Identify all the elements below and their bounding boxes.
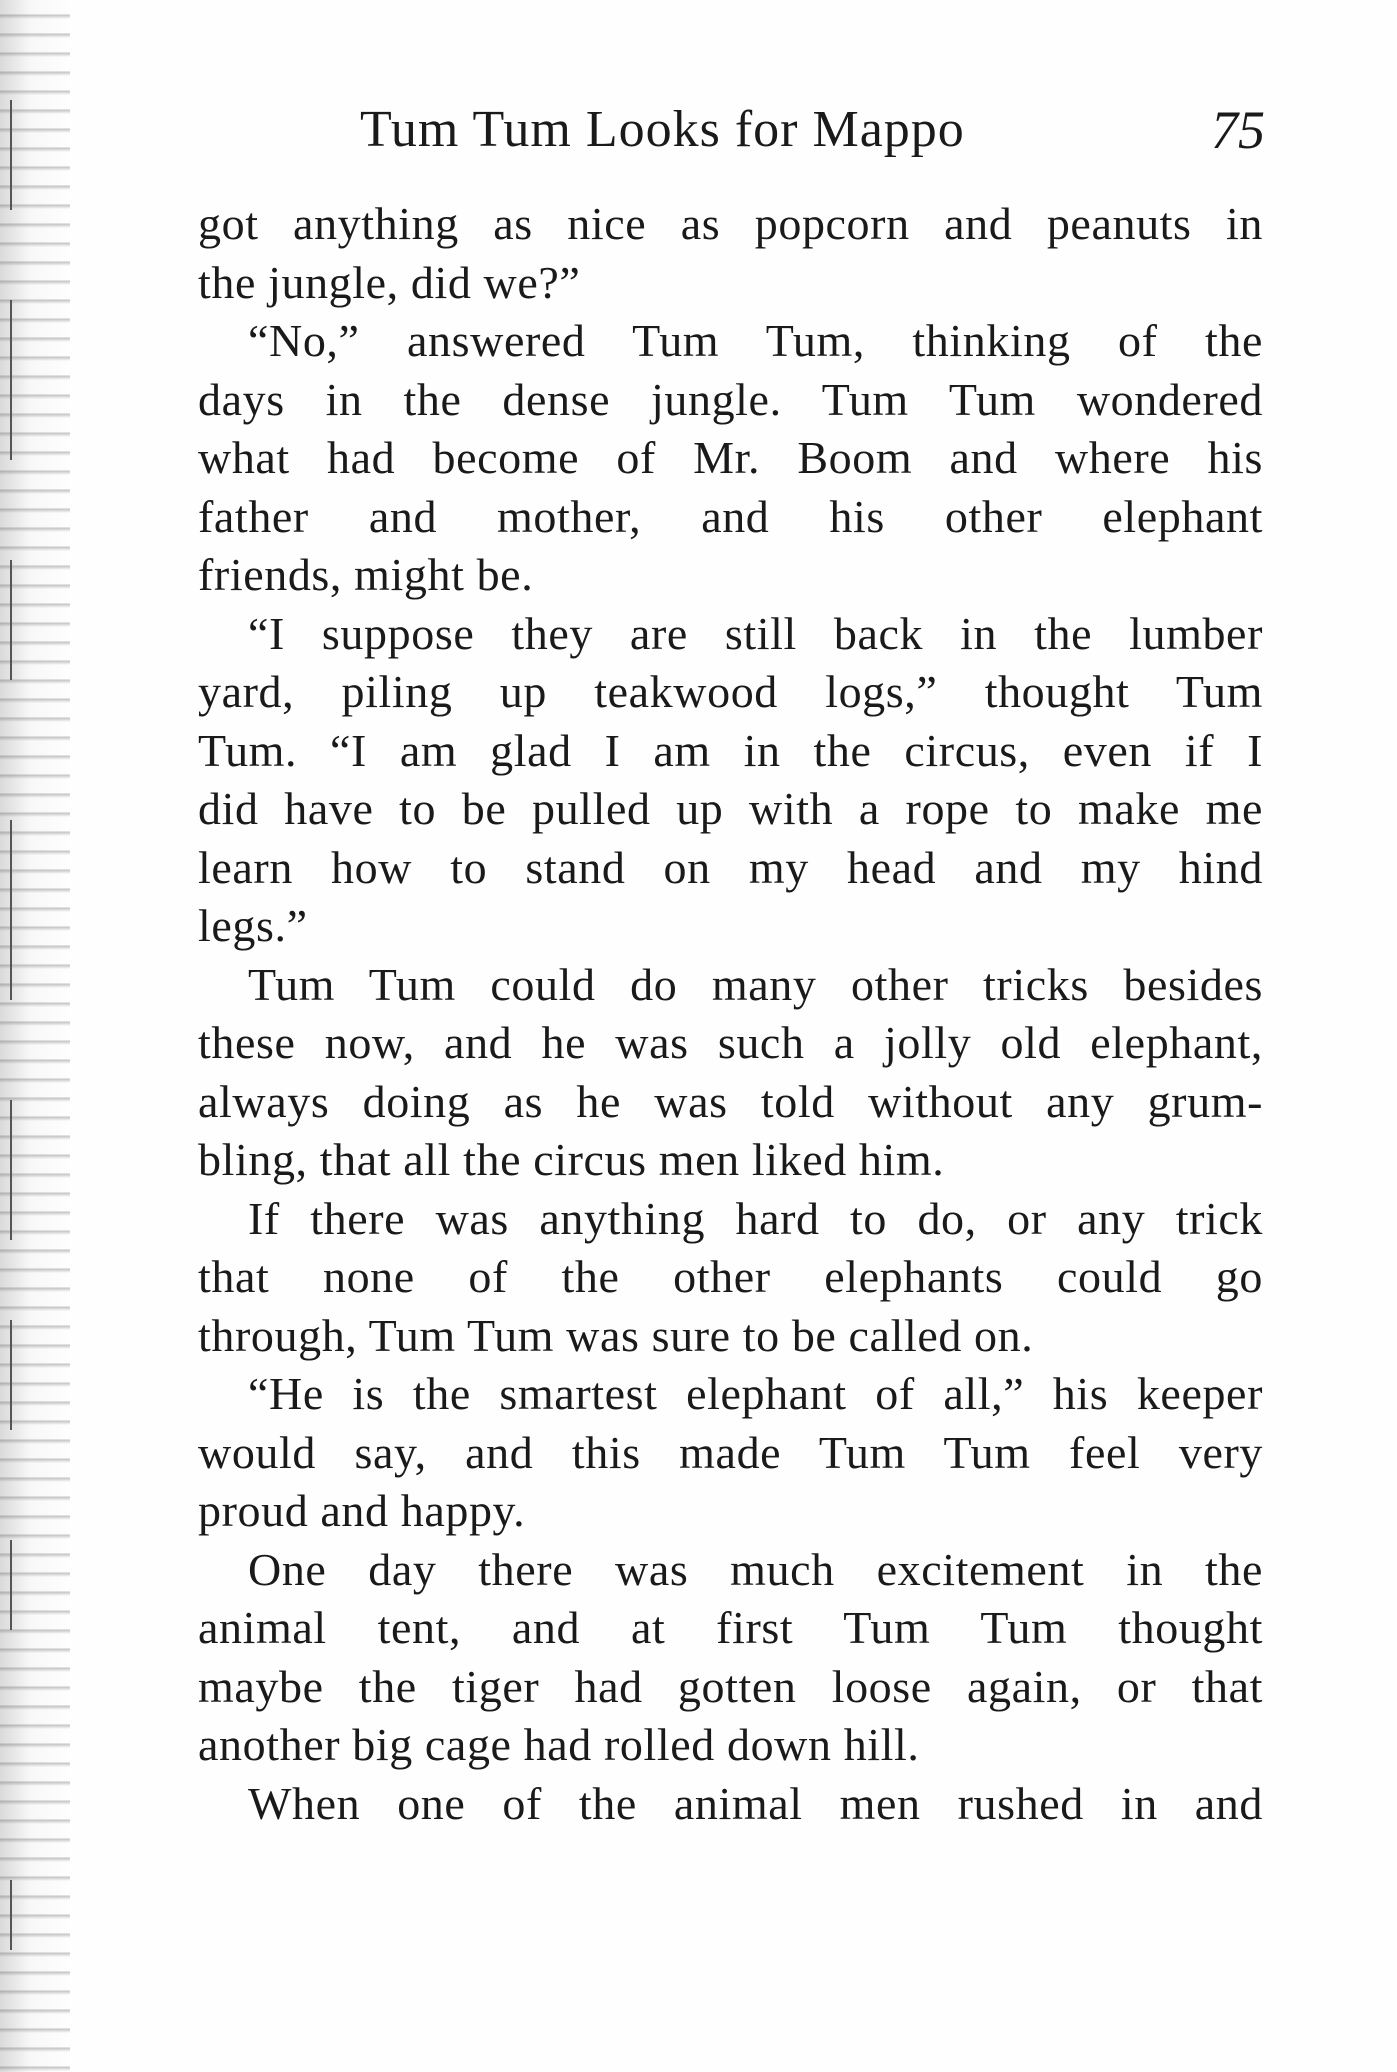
text-line: that none of the other elephants could go [198,1251,1263,1302]
text-line: When one of the animal men rushed in and [248,1777,1263,1829]
text-line: always doing as he was told without any grum- [198,1075,1263,1127]
text-line: would say, and this made Tum Tum feel very [198,1426,1263,1478]
text-line: yard, piling up teakwood logs,” thought Tum [198,666,1263,717]
text-line: the jungle, did we?” [198,256,581,308]
text-line: through, Tum Tum was sure to be called on. [198,1309,1034,1361]
text-line: If there was anything hard to do, or any trick [248,1192,1263,1244]
text-line: another big cage had rolled down hill. [198,1719,920,1770]
binding-line [10,1100,12,1240]
binding-line [10,1320,12,1430]
binding-edge [0,0,70,2072]
binding-line [10,1880,12,1950]
binding-line [10,300,12,460]
text-line: what had become of Mr. Boom and where his [198,432,1263,483]
text-line: proud and happy. [198,1485,526,1536]
text-line: “No,” answered Tum Tum, thinking of the [248,315,1263,366]
text-line: father and mother, and his other elephant [198,490,1263,542]
text-line: animal tent, and at first Tum Tum thought [198,1602,1263,1653]
text-line: these now, and he was such a jolly old elephant, [198,1017,1263,1068]
text-line: learn how to stand on my head and my hind [198,841,1263,893]
binding-line [10,1540,12,1630]
running-title: Tum Tum Looks for Mappo [360,101,965,158]
text-line: “He is the smartest elephant of all,” his keeper [248,1368,1263,1419]
text-line: legs.” [198,900,308,951]
text-line: Tum Tum could do many other tricks besides [248,958,1263,1010]
binding-line [10,820,12,1000]
body-text [198,195,1263,1833]
text-line: “I suppose they are still back in the lumber [248,607,1263,659]
binding-line [10,560,12,680]
text-line: days in the dense jungle. Tum Tum wondered [198,373,1263,425]
page-header [360,95,1265,165]
text-line: got anything as nice as popcorn and peanuts in [198,198,1263,249]
text-line: did have to be pulled up with a rope to make me [198,783,1263,834]
text-line: friends, might be. [198,549,534,600]
binding-line [10,100,12,210]
text-line: maybe the tiger had gotten loose again, or that [198,1660,1263,1712]
page-number: 75 [1211,100,1265,160]
text-line: Tum. “I am glad I am in the circus, even if I [198,724,1263,776]
text-line: One day there was much excitement in the [248,1543,1263,1595]
text-line: bling, that all the circus men liked him. [198,1134,945,1185]
